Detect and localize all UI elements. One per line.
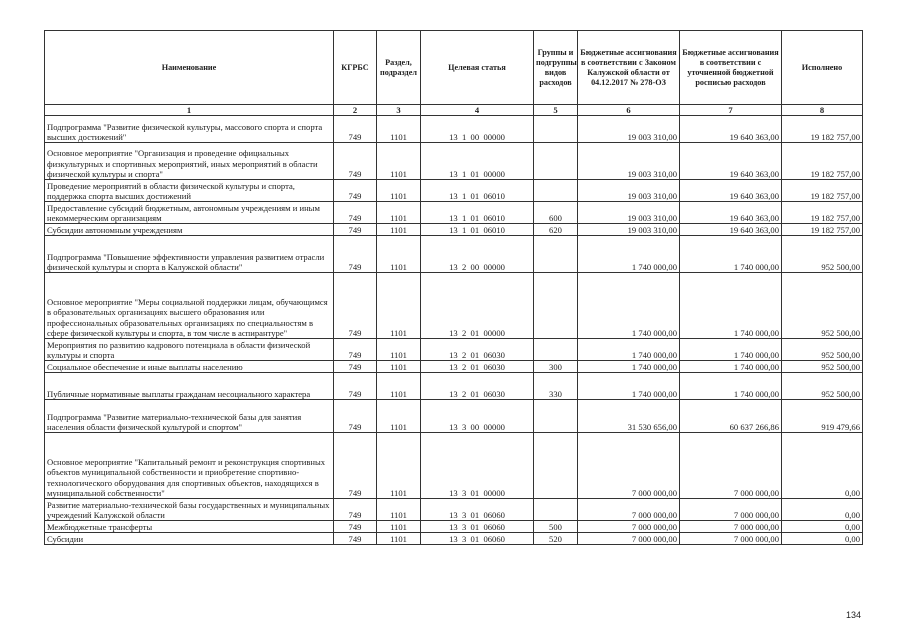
col-number: 7	[680, 105, 782, 116]
row-section: 1101	[377, 361, 421, 373]
row-target: 13 1 01 00000	[421, 143, 534, 180]
row-budget-law: 19 003 310,00	[578, 202, 680, 224]
row-section: 1101	[377, 236, 421, 273]
table-row	[45, 533, 863, 545]
table-row	[45, 202, 863, 224]
row-executed: 0,00	[782, 533, 863, 545]
row-budget-law: 1 740 000,00	[578, 273, 680, 339]
row-group: 600	[534, 202, 578, 224]
row-name: Мероприятия по развитию кадрового потенциала в области физической культуры и спорта	[45, 339, 334, 361]
row-target: 13 3 01 06060	[421, 499, 534, 521]
row-section: 1101	[377, 273, 421, 339]
row-section: 1101	[377, 400, 421, 433]
row-kgrbs: 749	[334, 180, 377, 202]
row-budget-refined: 60 637 266,86	[680, 400, 782, 433]
row-budget-law: 1 740 000,00	[578, 361, 680, 373]
row-budget-law: 31 530 656,00	[578, 400, 680, 433]
row-budget-refined: 7 000 000,00	[680, 433, 782, 499]
header-kgrbs: КГРБС	[334, 31, 377, 105]
row-kgrbs: 749	[334, 373, 377, 400]
row-group: 620	[534, 224, 578, 236]
column-number-row	[45, 105, 863, 116]
row-target: 13 3 01 00000	[421, 433, 534, 499]
row-kgrbs: 749	[334, 433, 377, 499]
row-executed: 952 500,00	[782, 273, 863, 339]
row-executed: 952 500,00	[782, 361, 863, 373]
row-budget-law: 7 000 000,00	[578, 533, 680, 545]
row-budget-law: 7 000 000,00	[578, 433, 680, 499]
row-kgrbs: 749	[334, 202, 377, 224]
row-budget-refined: 1 740 000,00	[680, 339, 782, 361]
row-executed: 0,00	[782, 499, 863, 521]
table-row	[45, 373, 863, 400]
row-name: Субсидии	[45, 533, 334, 545]
row-kgrbs: 749	[334, 339, 377, 361]
row-budget-refined: 19 640 363,00	[680, 180, 782, 202]
row-group	[534, 236, 578, 273]
row-budget-refined: 19 640 363,00	[680, 202, 782, 224]
row-kgrbs: 749	[334, 400, 377, 433]
col-number: 1	[45, 105, 334, 116]
row-group	[534, 339, 578, 361]
col-number: 6	[578, 105, 680, 116]
row-budget-law: 1 740 000,00	[578, 339, 680, 361]
row-target: 13 1 01 06010	[421, 180, 534, 202]
table-row	[45, 143, 863, 180]
header-target: Целевая статья	[421, 31, 534, 105]
row-budget-law: 19 003 310,00	[578, 224, 680, 236]
row-target: 13 3 00 00000	[421, 400, 534, 433]
col-number: 3	[377, 105, 421, 116]
row-section: 1101	[377, 499, 421, 521]
header-name: Наименование	[45, 31, 334, 105]
row-name: Предоставление субсидий бюджетным, автономным учреждениям и иным некоммерческим организациям	[45, 202, 334, 224]
table-row	[45, 339, 863, 361]
row-section: 1101	[377, 180, 421, 202]
header-row	[45, 31, 863, 105]
row-budget-law: 7 000 000,00	[578, 521, 680, 533]
row-group: 500	[534, 521, 578, 533]
row-target: 13 1 01 06010	[421, 224, 534, 236]
col-number: 8	[782, 105, 863, 116]
row-budget-refined: 7 000 000,00	[680, 533, 782, 545]
row-budget-refined: 19 640 363,00	[680, 224, 782, 236]
table-row	[45, 273, 863, 339]
row-executed: 952 500,00	[782, 236, 863, 273]
page-number: 134	[846, 610, 862, 620]
row-target: 13 2 01 06030	[421, 373, 534, 400]
row-group	[534, 180, 578, 202]
row-executed: 919 479,66	[782, 400, 863, 433]
row-executed: 952 500,00	[782, 339, 863, 361]
row-group	[534, 433, 578, 499]
row-budget-law: 19 003 310,00	[578, 180, 680, 202]
row-section: 1101	[377, 373, 421, 400]
row-target: 13 3 01 06060	[421, 533, 534, 545]
row-executed: 0,00	[782, 521, 863, 533]
header-budget-law: Бюджетные ассигнования в соответствии с Законом Калужской области от 04.12.2017 № 278-ОЗ	[578, 31, 680, 105]
table-body	[45, 116, 863, 545]
row-target: 13 3 01 06060	[421, 521, 534, 533]
row-executed: 0,00	[782, 433, 863, 499]
row-section: 1101	[377, 533, 421, 545]
table-row	[45, 499, 863, 521]
row-target: 13 1 01 06010	[421, 202, 534, 224]
row-name: Основное мероприятие "Капитальный ремонт и реконструкция спортивных объектов муниципальной собственности и приобретение спортивно-технологического оборудования для спортивных объектов, находящихся в муниципальной собственности"	[45, 433, 334, 499]
row-budget-law: 1 740 000,00	[578, 236, 680, 273]
table-row	[45, 224, 863, 236]
table-row	[45, 433, 863, 499]
row-executed: 952 500,00	[782, 373, 863, 400]
row-kgrbs: 749	[334, 521, 377, 533]
budget-table	[44, 30, 863, 545]
row-section: 1101	[377, 433, 421, 499]
row-group	[534, 273, 578, 339]
row-executed: 19 182 757,00	[782, 116, 863, 143]
row-group	[534, 400, 578, 433]
row-executed: 19 182 757,00	[782, 143, 863, 180]
row-budget-law: 19 003 310,00	[578, 116, 680, 143]
row-group	[534, 499, 578, 521]
row-budget-refined: 1 740 000,00	[680, 361, 782, 373]
row-name: Основное мероприятие "Организация и проведение официальных физкультурных и спортивных мероприятий, иных мероприятий в области физической культуры и спорта"	[45, 143, 334, 180]
row-target: 13 1 00 00000	[421, 116, 534, 143]
table-row	[45, 116, 863, 143]
table-row	[45, 180, 863, 202]
row-kgrbs: 749	[334, 224, 377, 236]
row-budget-refined: 7 000 000,00	[680, 499, 782, 521]
row-name: Подпрограмма "Развитие материально-технической базы для занятия населения области физической культурой и спортом"	[45, 400, 334, 433]
row-kgrbs: 749	[334, 533, 377, 545]
row-target: 13 2 01 06030	[421, 361, 534, 373]
row-kgrbs: 749	[334, 116, 377, 143]
row-section: 1101	[377, 224, 421, 236]
row-name: Субсидии автономным учреждениям	[45, 224, 334, 236]
row-name: Подпрограмма "Развитие физической культуры, массового спорта и спорта высших достижений"	[45, 116, 334, 143]
row-target: 13 2 01 06030	[421, 339, 534, 361]
row-executed: 19 182 757,00	[782, 202, 863, 224]
row-group: 520	[534, 533, 578, 545]
row-budget-refined: 1 740 000,00	[680, 373, 782, 400]
row-name: Подпрограмма "Повышение эффективности управления развитием отрасли физической культуры и спорта в Калужской области"	[45, 236, 334, 273]
row-name: Проведение мероприятий в области физической культуры и спорта, поддержка спорта высших достижений	[45, 180, 334, 202]
row-budget-refined: 1 740 000,00	[680, 236, 782, 273]
row-group: 300	[534, 361, 578, 373]
row-budget-law: 7 000 000,00	[578, 499, 680, 521]
row-group	[534, 116, 578, 143]
table-row	[45, 400, 863, 433]
row-target: 13 2 00 00000	[421, 236, 534, 273]
row-group	[534, 143, 578, 180]
row-budget-refined: 19 640 363,00	[680, 143, 782, 180]
row-name: Межбюджетные трансферты	[45, 521, 334, 533]
header-section: Раздел, подраздел	[377, 31, 421, 105]
row-section: 1101	[377, 202, 421, 224]
header-budget-refined: Бюджетные ассигнования в соответствии с уточненной бюджетной росписью расходов	[680, 31, 782, 105]
row-section: 1101	[377, 143, 421, 180]
row-kgrbs: 749	[334, 143, 377, 180]
row-budget-law: 19 003 310,00	[578, 143, 680, 180]
row-budget-refined: 1 740 000,00	[680, 273, 782, 339]
row-budget-refined: 19 640 363,00	[680, 116, 782, 143]
row-kgrbs: 749	[334, 273, 377, 339]
header-executed: Исполнено	[782, 31, 863, 105]
table-row	[45, 521, 863, 533]
row-executed: 19 182 757,00	[782, 224, 863, 236]
row-name: Социальное обеспечение и иные выплаты населению	[45, 361, 334, 373]
table-row	[45, 236, 863, 273]
row-executed: 19 182 757,00	[782, 180, 863, 202]
row-target: 13 2 01 00000	[421, 273, 534, 339]
row-name: Публичные нормативные выплаты гражданам несоциального характера	[45, 373, 334, 400]
col-number: 2	[334, 105, 377, 116]
row-budget-refined: 7 000 000,00	[680, 521, 782, 533]
row-kgrbs: 749	[334, 499, 377, 521]
row-name: Развитие материально-технической базы государственных и муниципальных учреждений Калужской области	[45, 499, 334, 521]
row-section: 1101	[377, 339, 421, 361]
row-name: Основное мероприятие "Меры социальной поддержки лицам, обучающимся в образовательных организациях высшего образования или профессиональных образовательных организациях по специальностям в сфере физической культуры и спорта, в том числе в аспирантуре"	[45, 273, 334, 339]
row-group: 330	[534, 373, 578, 400]
row-section: 1101	[377, 116, 421, 143]
row-kgrbs: 749	[334, 236, 377, 273]
header-group: Группы и подгруппы видов расходов	[534, 31, 578, 105]
row-budget-law: 1 740 000,00	[578, 373, 680, 400]
col-number: 4	[421, 105, 534, 116]
row-section: 1101	[377, 521, 421, 533]
row-kgrbs: 749	[334, 361, 377, 373]
table-row	[45, 361, 863, 373]
col-number: 5	[534, 105, 578, 116]
